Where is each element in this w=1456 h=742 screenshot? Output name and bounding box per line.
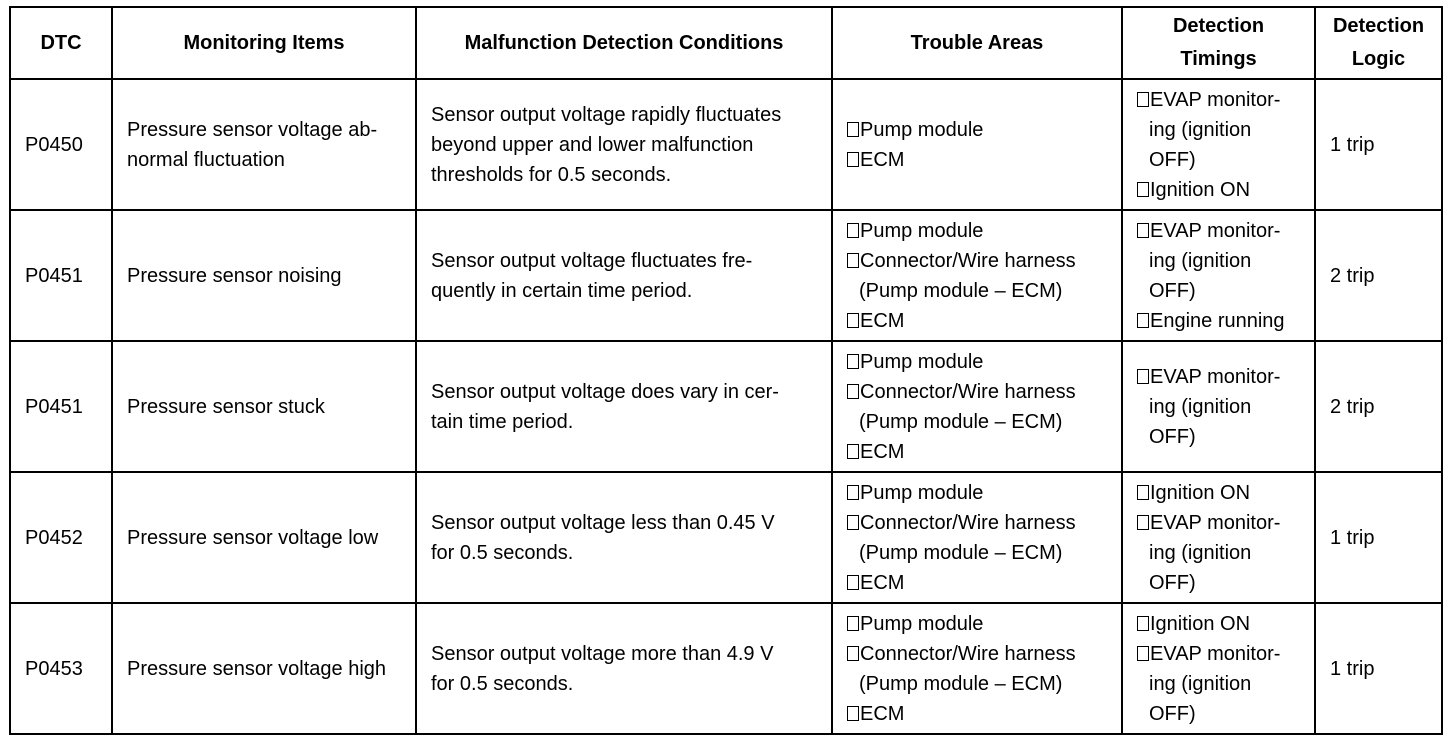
checkbox-square-icon (1137, 485, 1149, 500)
detection-timings-cell (1122, 603, 1315, 734)
detection-timings-cell (1122, 210, 1315, 341)
trouble-area-text: Connector/Wire harness (860, 249, 1076, 272)
checkbox-square-icon (847, 485, 859, 500)
timing-text: OFF) (1149, 425, 1196, 448)
trouble-area-text: Pump module (860, 350, 984, 373)
trouble-area-text: Pump module (860, 612, 984, 635)
timing-text: OFF) (1149, 148, 1196, 171)
trouble-area-text: Pump module (860, 219, 984, 242)
monitoring-item-line: Pressure sensor stuck (127, 395, 325, 418)
checkbox-square-icon (847, 122, 859, 137)
table-row (10, 472, 1442, 603)
condition-line: Sensor output voltage more than 4.9 V (431, 642, 774, 665)
timing-item (1137, 216, 1314, 246)
trouble-areas-cell (832, 472, 1122, 603)
timing-item (1137, 538, 1314, 568)
trouble-area-item (847, 568, 1121, 598)
timing-text: ing (ignition (1149, 672, 1252, 695)
checkbox-square-icon (1137, 616, 1149, 631)
dtc-code-cell: P0450 (10, 79, 112, 210)
dtc-code-cell: P0451 (10, 341, 112, 472)
header-detection-logic (1315, 7, 1442, 79)
trouble-area-text: ECM (860, 571, 905, 594)
header-row (10, 7, 1442, 79)
detection-timings-cell (1122, 472, 1315, 603)
timing-text: EVAP monitor- (1150, 642, 1281, 665)
timing-item (1137, 422, 1314, 452)
trouble-area-item (847, 145, 1121, 175)
trouble-area-item (847, 609, 1121, 639)
detection-logic-cell: 1 trip (1315, 472, 1442, 603)
checkbox-square-icon (847, 616, 859, 631)
header-logic-line2: Logic (1351, 48, 1406, 70)
monitoring-item-cell (112, 341, 416, 472)
timing-item (1137, 85, 1314, 115)
trouble-area-text: ECM (860, 702, 905, 725)
checkbox-square-icon (1137, 515, 1149, 530)
timing-item (1137, 276, 1314, 306)
checkbox-square-icon (847, 384, 859, 399)
timing-item (1137, 392, 1314, 422)
trouble-area-text: (Pump module – ECM) (859, 410, 1063, 433)
timing-text: Ignition ON (1150, 481, 1251, 504)
trouble-area-item (847, 246, 1121, 276)
table-row (10, 341, 1442, 472)
trouble-area-item (847, 478, 1121, 508)
trouble-area-text: (Pump module – ECM) (859, 279, 1063, 302)
timing-text: OFF) (1149, 279, 1196, 302)
table-body (10, 79, 1442, 734)
monitoring-item-cell (112, 79, 416, 210)
trouble-area-text: (Pump module – ECM) (859, 541, 1063, 564)
trouble-area-text: ECM (860, 309, 905, 332)
checkbox-square-icon (847, 575, 859, 590)
timing-text: EVAP monitor- (1150, 219, 1281, 242)
header-timings-line2: Timings (1180, 48, 1257, 70)
checkbox-square-icon (847, 253, 859, 268)
timing-text: Ignition ON (1150, 612, 1251, 635)
checkbox-square-icon (847, 706, 859, 721)
condition-line: Sensor output voltage does vary in cer- (431, 380, 779, 403)
header-trouble-areas: Trouble Areas (832, 7, 1122, 79)
checkbox-square-icon (847, 646, 859, 661)
timing-text: EVAP monitor- (1150, 365, 1281, 388)
timing-item (1137, 508, 1314, 538)
header-logic-line1: Detection (1332, 15, 1425, 37)
condition-line: Sensor output voltage less than 0.45 V (431, 511, 775, 534)
trouble-area-item (847, 115, 1121, 145)
header-detection-timings (1122, 7, 1315, 79)
checkbox-square-icon (1137, 92, 1149, 107)
detection-logic-cell: 1 trip (1315, 79, 1442, 210)
trouble-area-item (847, 437, 1121, 467)
dtc-code-cell: P0451 (10, 210, 112, 341)
trouble-area-text: Connector/Wire harness (860, 380, 1076, 403)
detection-logic-cell: 1 trip (1315, 603, 1442, 734)
checkbox-square-icon (847, 313, 859, 328)
condition-line: tain time period. (431, 410, 574, 433)
trouble-area-item (847, 216, 1121, 246)
trouble-area-item (847, 639, 1121, 669)
checkbox-square-icon (1137, 223, 1149, 238)
monitoring-item-line: Pressure sensor voltage low (127, 526, 379, 549)
monitoring-item-line: Pressure sensor noising (127, 264, 342, 287)
timing-text: OFF) (1149, 571, 1196, 594)
table-row (10, 79, 1442, 210)
checkbox-square-icon (1137, 182, 1149, 197)
checkbox-square-icon (847, 354, 859, 369)
checkbox-square-icon (1137, 369, 1149, 384)
trouble-areas-cell (832, 341, 1122, 472)
timing-text: EVAP monitor- (1150, 511, 1281, 534)
detection-timings-cell (1122, 341, 1315, 472)
checkbox-square-icon (847, 152, 859, 167)
trouble-area-item (847, 377, 1121, 407)
condition-cell (416, 603, 832, 734)
timing-item (1137, 362, 1314, 392)
trouble-area-item (847, 306, 1121, 336)
checkbox-square-icon (847, 444, 859, 459)
timing-text: EVAP monitor- (1150, 88, 1281, 111)
timing-text: ing (ignition (1149, 541, 1252, 564)
header-dtc: DTC (10, 7, 112, 79)
trouble-area-text: (Pump module – ECM) (859, 672, 1063, 695)
trouble-area-item (847, 669, 1121, 699)
header-monitoring-items: Monitoring Items (112, 7, 416, 79)
condition-line: beyond upper and lower malfunction (431, 133, 754, 156)
timing-item (1137, 699, 1314, 729)
timing-item (1137, 115, 1314, 145)
monitoring-item-cell (112, 210, 416, 341)
header-conditions: Malfunction Detection Conditions (416, 7, 832, 79)
dtc-code-cell: P0452 (10, 472, 112, 603)
trouble-area-item (847, 407, 1121, 437)
checkbox-square-icon (847, 223, 859, 238)
timing-item (1137, 609, 1314, 639)
timing-text: ing (ignition (1149, 395, 1252, 418)
timing-text: OFF) (1149, 702, 1196, 725)
monitoring-item-cell (112, 603, 416, 734)
monitoring-item-line: normal fluctuation (127, 148, 285, 171)
checkbox-square-icon (847, 515, 859, 530)
timing-text: Ignition ON (1150, 178, 1251, 201)
detection-timings-cell (1122, 79, 1315, 210)
checkbox-square-icon (1137, 646, 1149, 661)
timing-item (1137, 246, 1314, 276)
monitoring-item-cell (112, 472, 416, 603)
timing-text: Engine running (1150, 309, 1285, 332)
condition-line: quently in certain time period. (431, 279, 693, 302)
condition-line: Sensor output voltage fluctuates fre- (431, 249, 753, 272)
condition-line: for 0.5 seconds. (431, 672, 574, 695)
table-row (10, 603, 1442, 734)
trouble-area-item (847, 538, 1121, 568)
trouble-area-item (847, 347, 1121, 377)
trouble-area-text: Pump module (860, 118, 984, 141)
trouble-area-text: Connector/Wire harness (860, 511, 1076, 534)
detection-logic-cell: 2 trip (1315, 210, 1442, 341)
trouble-area-item (847, 508, 1121, 538)
trouble-areas-cell (832, 79, 1122, 210)
condition-cell (416, 472, 832, 603)
condition-line: for 0.5 seconds. (431, 541, 574, 564)
trouble-area-item (847, 276, 1121, 306)
trouble-area-text: ECM (860, 440, 905, 463)
timing-item (1137, 306, 1314, 336)
timing-item (1137, 669, 1314, 699)
timing-item (1137, 568, 1314, 598)
table-row (10, 210, 1442, 341)
trouble-area-text: ECM (860, 148, 905, 171)
timing-item (1137, 639, 1314, 669)
timing-item (1137, 478, 1314, 508)
condition-cell (416, 79, 832, 210)
condition-line: Sensor output voltage rapidly fluctuates (431, 103, 782, 126)
header-timings-line1: Detection (1172, 15, 1265, 37)
timing-text: ing (ignition (1149, 118, 1252, 141)
monitoring-item-line: Pressure sensor voltage ab- (127, 118, 378, 141)
monitoring-item-line: Pressure sensor voltage high (127, 657, 387, 680)
condition-line: thresholds for 0.5 seconds. (431, 163, 672, 186)
trouble-areas-cell (832, 210, 1122, 341)
condition-cell (416, 341, 832, 472)
detection-logic-cell: 2 trip (1315, 341, 1442, 472)
timing-text: ing (ignition (1149, 249, 1252, 272)
dtc-code-cell: P0453 (10, 603, 112, 734)
condition-cell (416, 210, 832, 341)
dtc-table (9, 6, 1443, 735)
trouble-area-text: Connector/Wire harness (860, 642, 1076, 665)
timing-item (1137, 145, 1314, 175)
checkbox-square-icon (1137, 313, 1149, 328)
timing-item (1137, 175, 1314, 205)
trouble-area-item (847, 699, 1121, 729)
trouble-area-text: Pump module (860, 481, 984, 504)
trouble-areas-cell (832, 603, 1122, 734)
